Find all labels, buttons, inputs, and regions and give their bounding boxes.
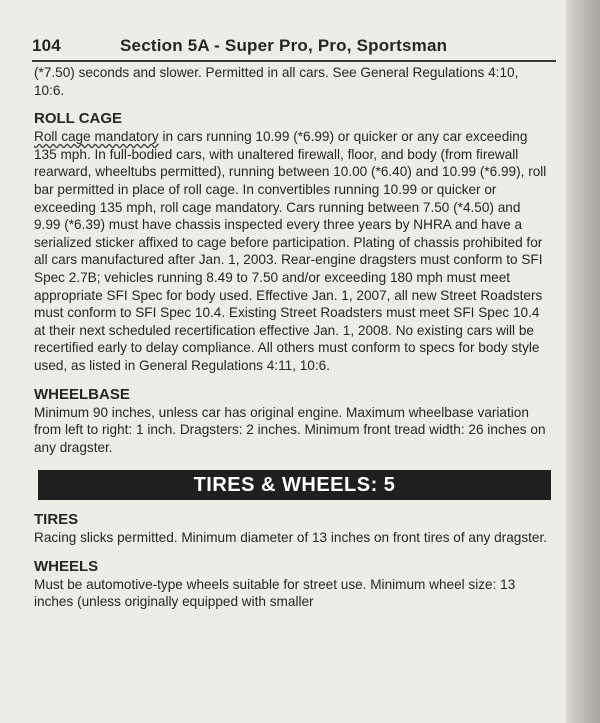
tires-paragraph: Racing slicks permitted. Minimum diameter of 13 inches on front tires of any dragster. [34, 530, 548, 546]
roll-cage-heading: ROLL CAGE [34, 110, 123, 128]
page-number: 104 [32, 36, 61, 55]
wheelbase-paragraph: Minimum 90 inches, unless car has original engine. Maximum wheelbase variation from left to right: 1 inch. Dragsters: 2 inches. Minimum front tread width: 26 inches on any dragster. [34, 404, 546, 455]
intro-paragraph: (*7.50) seconds and slower. Permitted in all cars. See General Regulations 4:10, 10:6. [34, 65, 519, 98]
tires-wheels-banner: TIRES & WHEELS: 5 [38, 470, 551, 500]
roll-cage-underlined-text: Roll cage mandatory [34, 129, 159, 145]
roll-cage-paragraph [34, 128, 549, 374]
book-binding-shadow [566, 0, 600, 723]
wheels-heading: WHEELS [34, 557, 99, 575]
wheels-paragraph: Must be automotive-type wheels suitable for street use. Minimum wheel size: 13 inches (unless originally equipped with smaller [34, 576, 516, 610]
roll-cage-text: in cars running 10.99 (*6.99) or quicker or any car exceeding 135 mph. In full-bodied cars, with unaltered firewall, floor, and body (from firewall rearward, wheeltubs permitted), running between 10.00 (*6.40) and 10.99 (*6.99), roll bar permitted in place of roll cage. In convertibles running 10.99 or quicker or exceeding 135 mph, roll cage mandatory. Cars running between 7.50 (*4.50) and 9.99 (*6.39) must have chassis inspected every three years by NHRA and have a serialized sticker affixed to cage before participation. Plating of chassis prohibited for all cars manufactured after Jan. 1, 2003. Rear-engine dragsters must conform to SFI Spec 2.7B; vehicles running 8.49 to 7.50 and/or exceeding 180 mph must meet appropriate SFI Spec for body used. Effective Jan. 1, 2007, all new Street Roadsters must conform to SFI Spec 10.4. Existing Street Roadsters must meet SFI Spec 10.4 at their next scheduled recertification effective Jan. 1, 2008. No existing cars will be recertified early to delay compliance. All others must conform to specs for body style used, as listed in General Regulations 4:11, 10:6. [34, 129, 547, 373]
page-header [32, 36, 552, 56]
tires-heading: TIRES [34, 511, 79, 529]
page-body [34, 64, 549, 611]
section-title: Section 5A - Super Pro, Pro, Sportsman [120, 36, 448, 55]
wheelbase-heading: WHEELBASE [34, 385, 130, 403]
header-rule [32, 60, 556, 62]
